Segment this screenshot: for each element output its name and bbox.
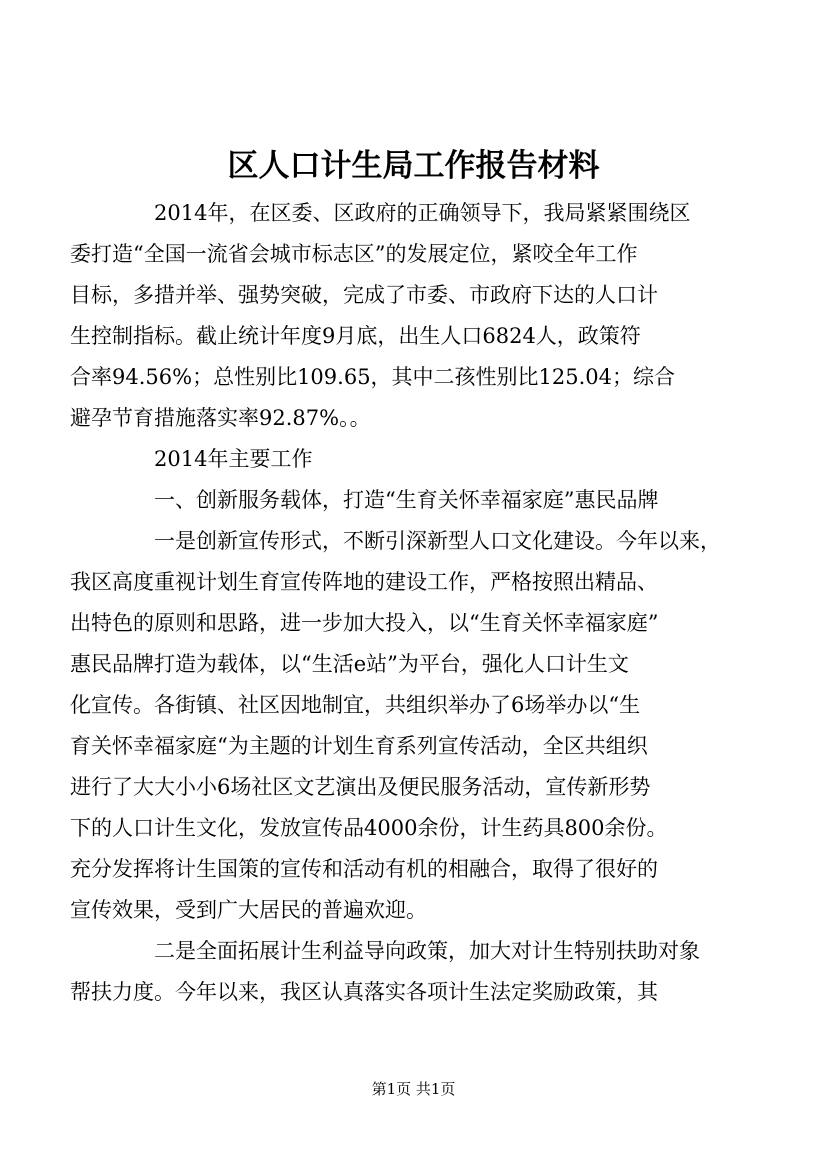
- page-footer: 第1页 共1页: [371, 1080, 456, 1098]
- text-line: 我区高度重视计划生育宣传阵地的建设工作，严格按照出精品、: [70, 570, 658, 594]
- text-line: 育关怀幸福家庭“为主题的计划生育系列宣传活动，全区共组织: [70, 734, 648, 758]
- text-line: 出特色的原则和思路，进一步加大投入，以“生育关怀幸福家庭”: [70, 611, 659, 635]
- paragraph-publicity: [70, 521, 732, 931]
- document-title: 区人口计生局工作报告材料: [227, 148, 600, 184]
- text-line: 二是全面拓展计生利益导向政策，加大对计生特别扶助对象: [154, 939, 700, 963]
- paragraph-policy: [70, 931, 732, 1013]
- text-line: 目标，多措并举、强势突破，完成了市委、市政府下达的人口计: [70, 283, 658, 307]
- paragraph-intro: [70, 193, 732, 439]
- text-line: 2014年，在区委、区政府的正确领导下，我局紧紧围绕区: [154, 201, 691, 225]
- text-line: 进行了大大小小6场社区文艺演出及便民服务活动，宣传新形势: [70, 775, 651, 799]
- section-heading-main-work: 2014年主要工作: [154, 447, 313, 471]
- text-line: 化宣传。各街镇、社区因地制宜，共组织举办了6场举办以“生: [70, 693, 641, 717]
- document-body: [70, 193, 732, 1013]
- text-line: 帮扶力度。今年以来，我区认真落实各项计生法定奖励政策，其: [70, 980, 658, 1004]
- text-line: 惠民品牌打造为载体，以“生活e站”为平台，强化人口计生文: [70, 652, 629, 676]
- text-line: 避孕节育措施落实率92.87%。。: [70, 406, 371, 430]
- text-line: 合率94.56%；总性别比109.65，其中二孩性别比125.04；综合: [70, 365, 676, 389]
- text-line: 宣传效果，受到广大居民的普遍欢迎。: [70, 898, 427, 922]
- text-line: 下的人口计生文化，发放宣传品4000余份，计生药具800余份。: [70, 816, 668, 840]
- text-line: 充分发挥将计生国策的宣传和活动有机的相融合，取得了很好的: [70, 857, 658, 881]
- text-line: 委打造“全国一流省会城市标志区”的发展定位，紧咬全年工作: [70, 242, 638, 266]
- section-heading-1: 一、创新服务载体，打造“生育关怀幸福家庭”惠民品牌: [154, 488, 659, 512]
- text-line: 一是创新宣传形式，不断引深新型人口文化建设。今年以来，: [154, 529, 721, 553]
- text-line: 生控制指标。截止统计年度9月底，出生人口6824人，政策符: [70, 324, 641, 348]
